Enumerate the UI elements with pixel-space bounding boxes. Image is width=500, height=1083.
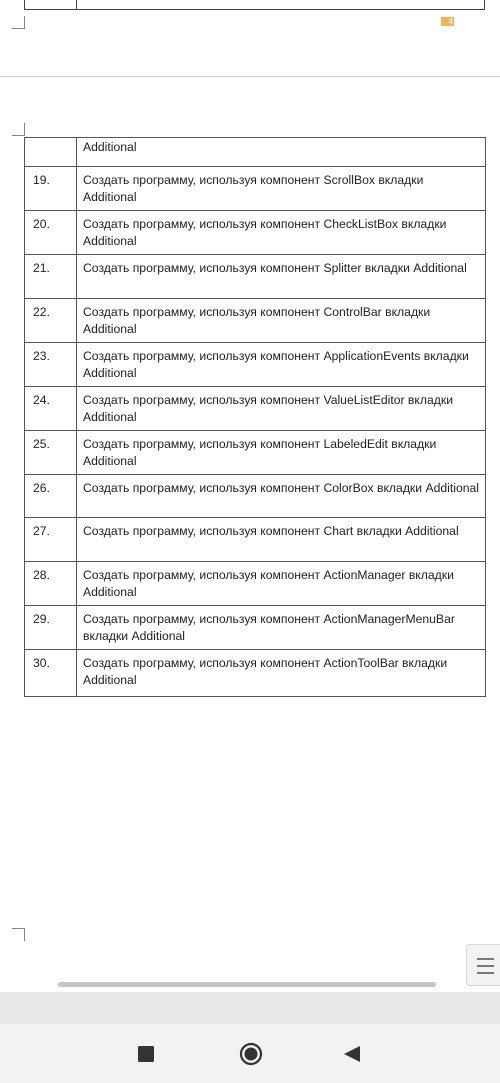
bottom-toolbar-area	[0, 992, 500, 1024]
triangle-back-icon	[343, 1045, 361, 1063]
task-cell: Создать программу, используя компонент ScrollBox вкладки Additional	[77, 167, 486, 211]
document-page	[0, 77, 500, 992]
task-cell: Создать программу, используя компонент CheckListBox вкладки Additional	[77, 211, 486, 255]
number-cell: 27.	[25, 518, 77, 562]
task-cell: Создать программу, используя компонент LabeledEdit вкладки Additional	[77, 430, 486, 474]
task-cell: Создать программу, используя компонент ActionManagerMenuBar вкладки Additional	[77, 606, 486, 650]
table-row	[25, 298, 486, 342]
task-cell: Создать программу, используя компонент ApplicationEvents вкладки Additional	[77, 342, 486, 386]
circle-icon	[239, 1042, 263, 1066]
table-row	[25, 562, 486, 606]
number-cell: 21.	[25, 255, 77, 299]
column-separator	[76, 0, 77, 9]
number-cell: 22.	[25, 298, 77, 342]
number-cell: 28.	[25, 562, 77, 606]
home-button[interactable]	[221, 1024, 281, 1083]
task-cell: Создать программу, используя компонент ColorBox вкладки Additional	[77, 474, 486, 518]
table-row	[25, 650, 486, 697]
table-row	[25, 518, 486, 562]
tasks-table	[24, 137, 486, 697]
crop-mark	[12, 16, 25, 29]
system-navigation-bar	[0, 1024, 500, 1083]
table-row	[25, 211, 486, 255]
number-cell: 24.	[25, 386, 77, 430]
task-cell: Создать программу, используя компонент ControlBar вкладки Additional	[77, 298, 486, 342]
previous-page-fragment	[0, 0, 500, 76]
number-cell: 20.	[25, 211, 77, 255]
table-row	[25, 474, 486, 518]
number-cell: 19.	[25, 167, 77, 211]
table-row	[25, 138, 486, 167]
number-cell: 25.	[25, 430, 77, 474]
table-row	[25, 606, 486, 650]
number-cell	[25, 138, 77, 167]
page-number-badge: 4	[441, 17, 454, 26]
number-cell: 23.	[25, 342, 77, 386]
table-row	[25, 430, 486, 474]
task-cell: Создать программу, используя компонент ActionToolBar вкладки Additional	[77, 650, 486, 697]
square-icon	[138, 1046, 154, 1062]
number-cell: 29.	[25, 606, 77, 650]
task-cell: Создать программу, используя компонент ActionManager вкладки Additional	[77, 562, 486, 606]
table-row	[25, 342, 486, 386]
horizontal-scrollbar[interactable]	[58, 982, 436, 987]
menu-icon[interactable]	[466, 944, 500, 986]
table-row	[25, 255, 486, 299]
task-cell: Additional	[77, 138, 486, 167]
task-cell: Создать программу, используя компонент Splitter вкладки Additional	[77, 255, 486, 299]
previous-table-fragment	[24, 0, 485, 10]
recents-button[interactable]	[116, 1024, 176, 1083]
number-cell: 30.	[25, 650, 77, 697]
back-button[interactable]	[322, 1024, 382, 1083]
crop-mark	[12, 123, 25, 136]
number-cell: 26.	[25, 474, 77, 518]
table-row	[25, 386, 486, 430]
crop-mark	[12, 928, 25, 941]
table-row	[25, 167, 486, 211]
task-cell: Создать программу, используя компонент ValueListEditor вкладки Additional	[77, 386, 486, 430]
task-cell: Создать программу, используя компонент Chart вкладки Additional	[77, 518, 486, 562]
